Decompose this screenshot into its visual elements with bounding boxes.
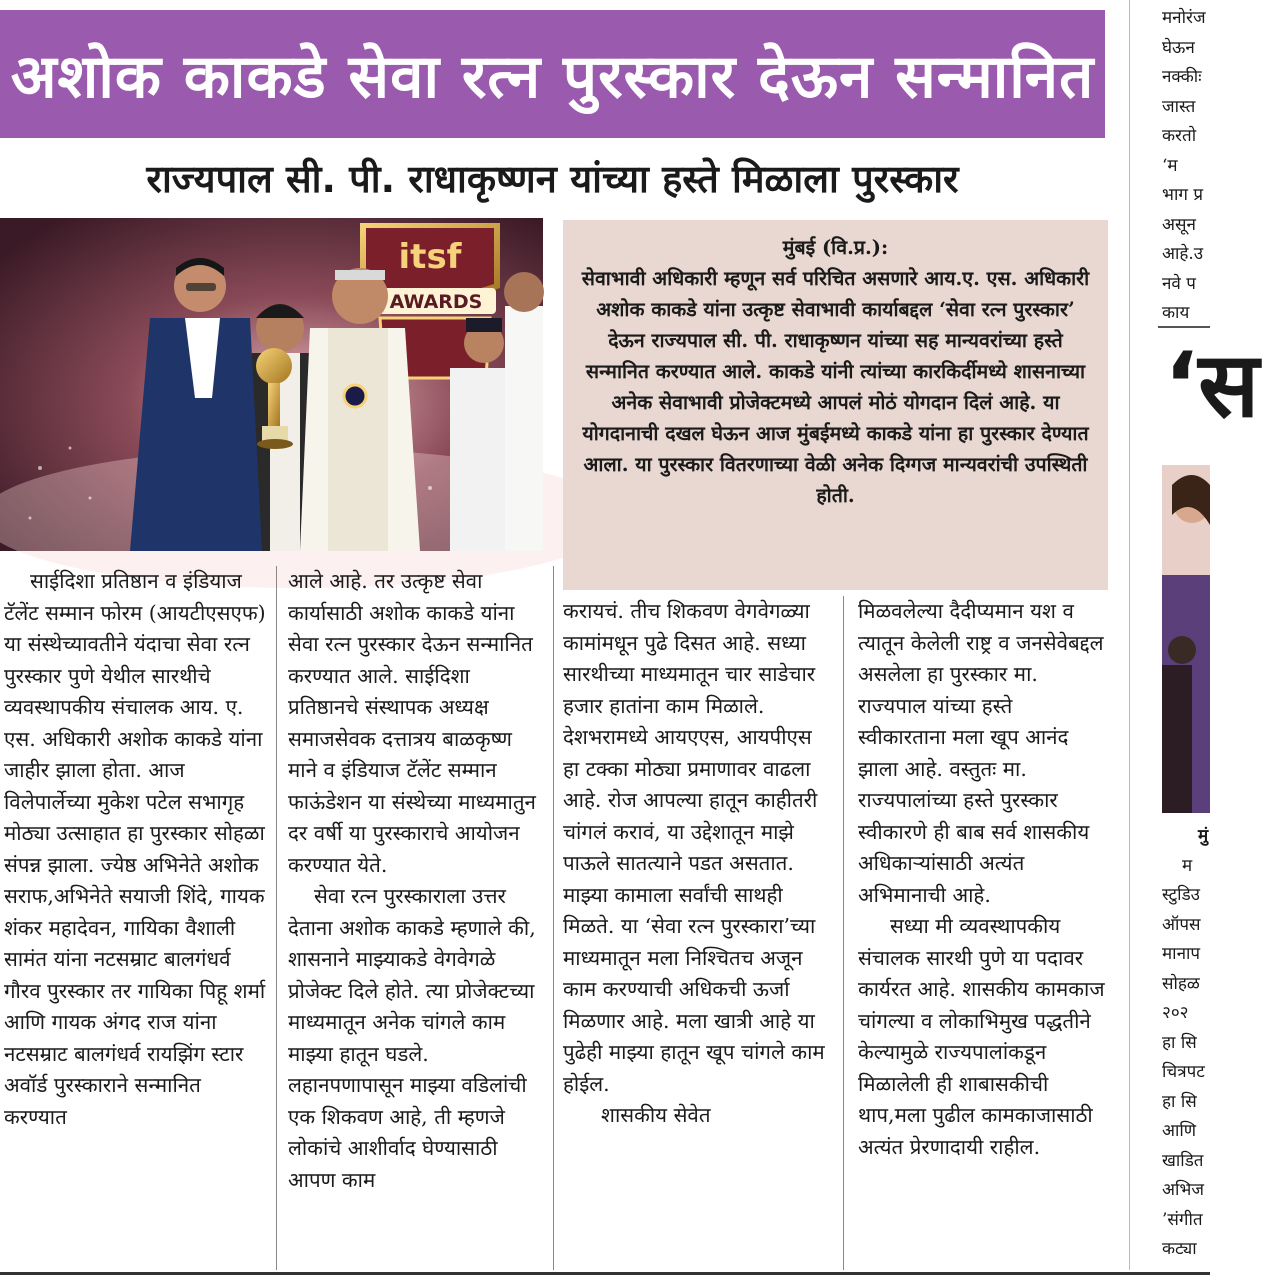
intro-box [563,220,1108,590]
column-divider [553,566,554,1270]
text-line: मनोरंज [1162,8,1206,28]
text-line: असून [1162,214,1196,235]
text-line: २०२ [1162,1003,1189,1023]
text-line: काय [1162,303,1190,323]
text-line: चित्रपट [1162,1062,1205,1082]
text-line: भाग प्र [1162,185,1204,205]
text-line: घेऊन [1162,37,1195,58]
text-line: आणि [1162,1121,1197,1141]
dateline: मुंबई (वि.प्र.): [782,236,889,259]
divider [1158,326,1210,328]
paragraph: आले आहे. तर उत्कृष्ट सेवा कार्यासाठी अशोक काकडे यांना सेवा रत्न पुरस्कार देऊन सन्मानित करण्यात आले. साईदिशा प्रतिष्ठानचे संस्थापक अध्यक्ष समाजसेवक दत्तात्रय बाळकृष्ण माने व इंडियाज टॅलेंट सम्मान फाऊंडेशन या संस्थेच्या माध्यमातुन दर वर्षी या पुरस्काराचे आयोजन करण्यात येते. [288,569,536,877]
page-bottom-rule [0,1272,1210,1275]
column-divider [843,596,844,1270]
adjacent-article-strip [1158,0,1260,1280]
text-line: मुं [1198,826,1209,846]
text-line: खाडित [1162,1150,1204,1171]
text-line: ऑपस [1162,914,1201,935]
text-line: आहे.उ [1162,244,1204,264]
text-line: नक्कीः [1162,67,1202,87]
logo-subtext: AWARDS [389,291,483,313]
article-column-4 [858,596,1106,1163]
adjacent-headline-fragment: ‘स [1164,333,1260,438]
adjacent-article-top-text [1162,4,1252,329]
article-column-1 [4,566,266,1133]
text-line: नवे प [1162,273,1196,294]
adjacent-article-bottom-text [1162,822,1282,1265]
text-line: कट्या [1162,1239,1197,1259]
text-line: हा सि [1162,1091,1197,1112]
text-line: मानाप [1162,944,1201,964]
text-line: सोहळ [1162,973,1200,994]
text-line: करतो [1162,126,1197,146]
paragraph: करायचं. तीच शिकवण वेगवेगळ्या कामांमधून पुढे दिसत आहे. सध्या सारथीच्या माध्यमातून चार साडेचार हजार हातांना काम मिळाले. देशभरामध्ये आयएएस, आयपीएस हा टक्का मोठ्या प्रमाणावर वाढला आहे. रोज आपल्या हातून काहीतरी चांगलं करावं, या उद्देशातून माझे पाऊले सातत्याने पडत असतात. माझ्या कामाला सर्वांची साथही मिळते. या ‘सेवा रत्न पुरस्कारा’च्या माध्यमातून मला निश्चितच अजून काम करण्याची अधिकची ऊर्जा मिळणार आहे. मला खात्री आहे या पुढेही माझ्या हातून खूप चांगले काम होईल. [563,599,825,1096]
adjacent-photo [1162,465,1210,813]
intro-text: सेवाभावी अधिकारी म्हणून सर्व परिचित असणारे आय.ए. एस. अधिकारी अशोक काकडे यांना उत्कृष्ट सेवाभावी कार्याबद्दल ‘सेवा रत्न पुरस्कार’ देऊन राज्यपाल सी. पी. राधाकृष्णन यांच्या सह मान्यवरांच्या हस्ते सन्मानित करण्यात आले. काकडे यांनी त्यांच्या कारकिर्दीमध्ये शासनाच्या अनेक सेवाभावी प्रोजेक्टमध्ये आपलं मोठं योगदान दिलं आहे. या योगदानाची दखल घेऊन आज मुंबईमध्ये काकडे यांना हा पुरस्कार देण्यात आला. या पुरस्कार वितरणाच्या वेळी अनेक दिग्गज मान्यवरांची उपस्थिती होती. [581,267,1090,507]
text-line: जास्त [1162,96,1196,117]
article-column-3 [563,596,831,1132]
text-line: ’संगीत [1162,1209,1203,1230]
paragraph: शासकीय सेवेत [601,1103,711,1127]
text-line: म [1182,855,1193,876]
logo-text: itsf [398,237,462,277]
text-line: ‘म [1162,155,1178,176]
subheadline: राज्यपाल सी. पी. राधाकृष्णन यांच्या हस्ते मिळाला पुरस्कार [146,157,959,201]
column-divider [276,566,277,1270]
article-column-2 [288,566,544,1196]
award-photo [0,218,543,551]
text-line: स्टुडिउ [1162,885,1200,905]
text-line: अभिज [1162,1180,1204,1200]
paragraph: साईदिशा प्रतिष्ठान व इंडियाज टॅलेंट सम्मान फोरम (आयटीएसएफ) या संस्थेच्यावतीने यंदाचा सेवा रत्न पुरस्कार पुणे येथील सारथीचे व्यवस्थापकीय संचालक आय. ए. एस. अधिकारी अशोक काकडे यांना जाहीर झाला होता. आज विलेपार्लेच्या मुकेश पटेल सभागृह मोठ्या उत्साहात हा पुरस्कार सोहळा संपन्न झाला. ज्येष्ठ अभिनेते अशोक सराफ,अभिनेते सयाजी शिंदे, गायक शंकर महादेवन, गायिका वैशाली सामंत यांना नटसम्राट बालगंधर्व गौरव पुरस्कार तर गायिका पिहू शर्मा आणि गायक अंगद राज यांना नटसम्राट बालगंधर्व रायझिंग स्टार अवॉर्ड पुरस्काराने सन्मानित करण्यात [4,569,266,1129]
paragraph: सेवा रत्न पुरस्काराला उत्तर देताना अशोक काकडे म्हणाले की, शासनाने माझ्याकडे वेगवेगळे प्रोजेक्ट दिले होते. त्या प्रोजेक्टच्या माध्यमातून अनेक चांगले काम माझ्या हातून घडले. लहानपणापासून माझ्या वडिलांची एक शिकवण आहे, ती म्हणजे लोकांचे आशीर्वाद घेण्यासाठी आपण काम [288,884,536,1192]
headline-banner [0,10,1105,138]
paragraph: मिळवलेल्या दैदीप्यमान यश व त्यातून केलेली राष्ट्र व जनसेवेबद्दल असलेला हा पुरस्कार मा. राज्यपाल यांच्या हस्ते स्वीकारताना मला खूप आनंद झाला आहे. वस्तुतः मा. राज्यपालांच्या हस्ते पुरस्कार स्वीकारणे ही बाब सर्व शासकीय अधिकाऱ्यांसाठी अत्यंत अभिमानाची आहे. [858,599,1104,907]
text-line: हा सि [1162,1032,1197,1053]
column-divider [1129,0,1130,1270]
headline: अशोक काकडे सेवा रत्न पुरस्कार देऊन सन्मानित [10,42,1095,112]
paragraph: सध्या मी व्यवस्थापकीय संचालक सारथी पुणे या पदावर कार्यरत आहे. शासकीय कामकाज चांगल्या व लोकाभिमुख पद्धतीने केल्यामुळे राज्यपालांकडून मिळालेली ही शाबासकीची थाप,मला पुढील कामकाजासाठी अत्यंत प्रेरणादायी राहील. [858,914,1105,1159]
